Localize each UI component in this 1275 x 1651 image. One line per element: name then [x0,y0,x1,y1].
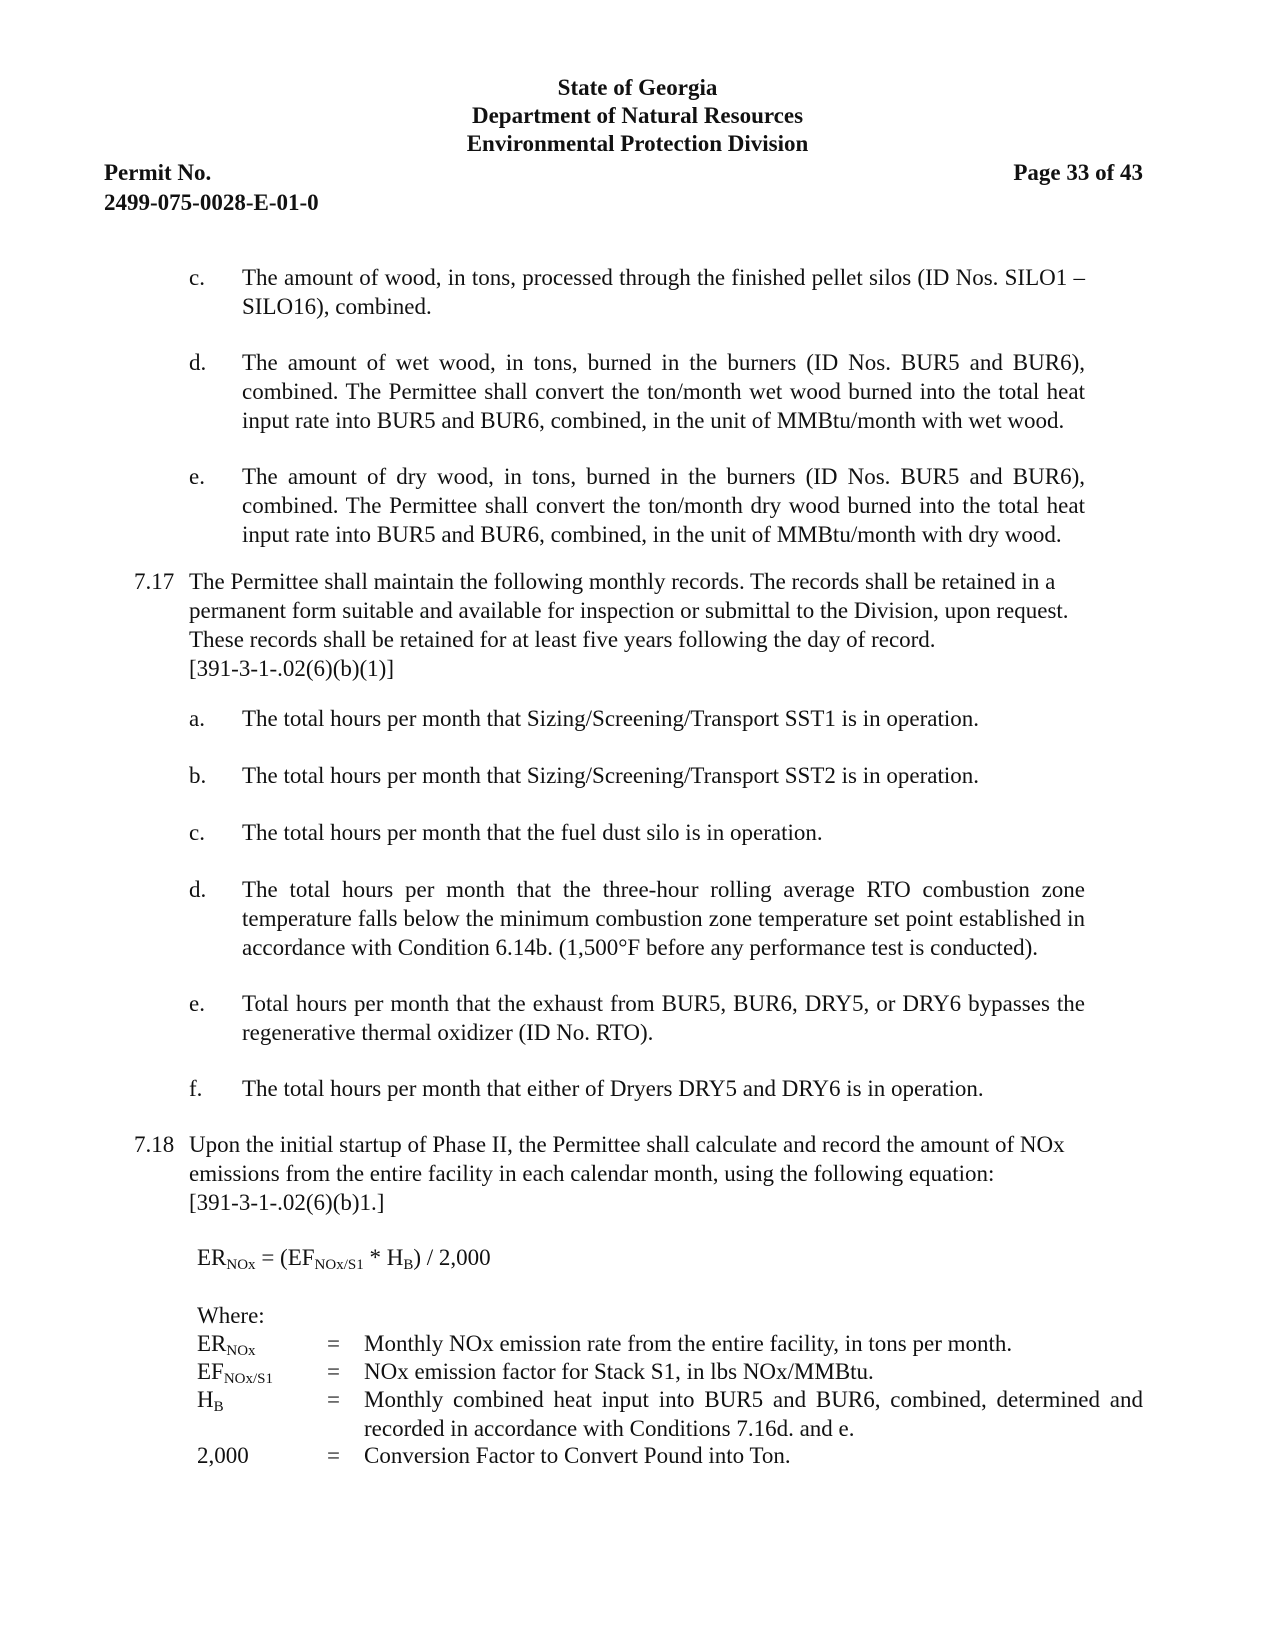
definition-equals: = [327,1387,340,1412]
definition-text: Monthly NOx emission rate from the entire facility, in tons per month. [364,1331,1013,1356]
definition-symbol [197,1441,249,1474]
permit-block [104,158,319,218]
item-text: The amount of wood, in tons, processed through the finished pellet silos (ID Nos. SILO1 – SILO16), combined. [242,265,1085,319]
item-text: The total hours per month that the fuel dust silo is in operation. [242,820,823,845]
symbol-subscript: NOx/S1 [223,1371,274,1387]
item-label: f. [189,1076,203,1101]
item-text: The total hours per month that the three-hour rolling average RTO combustion zone temperature falls below the minimum combustion zone temperature set point established in accordance with Condition 6.14b. (1,500°F before any performance test is conducted). [242,877,1085,960]
eq-h-subscript: B [403,1257,414,1273]
condition-line: These records shall be retained for at least five years following the day of record. [189,627,936,652]
condition-line: emissions from the entire facility in each calendar month, using the following equation: [189,1161,995,1186]
condition-text [189,1130,1089,1217]
item-label: d. [189,350,207,375]
regulation-citation: [391-3-1-.02(6)(b)(1)] [189,656,395,681]
symbol-base: 2,000 [197,1443,249,1468]
item-text: The total hours per month that Sizing/Screening/Transport SST1 is in operation. [242,706,979,731]
nox-equation [197,1243,491,1276]
condition-line: Upon the initial startup of Phase II, the Permittee shall calculate and record the amount of NOx [189,1132,1065,1157]
eq-part: = (EF [255,1245,315,1270]
item-text: The total hours per month that Sizing/Screening/Transport SST2 is in operation. [242,763,979,788]
item-text: The amount of wet wood, in tons, burned in the burners (ID Nos. BUR5 and BUR6), combined. The Permittee shall convert the ton/month wet wood burned into the total heat input rate into BUR5 and BUR6, combined, in the unit of MMBtu/month with wet wood. [242,350,1085,433]
symbol-base: ER [197,1331,227,1356]
item-text: The total hours per month that either of Dryers DRY5 and DRY6 is in operation. [242,1076,984,1101]
definition-text: Monthly combined heat input into BUR5 and BUR6, combined, determined and recorded in accordance with Conditions 7.16d. and e. [364,1387,1143,1441]
eq-part: ) / 2,000 [413,1245,491,1270]
header-division: Environmental Protection Division [466,131,809,156]
eq-er: ER [197,1245,227,1270]
definition-text: NOx emission factor for Stack S1, in lbs NOx/MMBtu. [364,1359,874,1384]
eq-er-subscript: NOx [226,1257,256,1273]
eq-ef-subscript: NOx/S1 [314,1257,364,1273]
symbol-subscript: NOx [226,1343,256,1359]
definition-text: Conversion Factor to Convert Pound into Ton. [364,1443,791,1468]
permit-number: 2499-075-0028-E-01-0 [104,190,319,215]
condition-number: 7.17 [134,569,175,594]
symbol-base: H [197,1387,214,1412]
eq-part: * H [363,1245,404,1270]
item-label: e. [189,464,205,489]
definition-equals: = [327,1359,340,1384]
symbol-subscript: B [213,1399,224,1415]
item-label: c. [189,265,205,290]
agency-header [0,74,1275,158]
condition-line: permanent form suitable and available for inspection or submittal to the Division, upon request. [189,598,1069,623]
permit-label: Permit No. [104,160,212,185]
item-label: b. [189,763,207,788]
item-label: e. [189,991,205,1016]
symbol-base: EF [197,1359,224,1384]
header-department: Department of Natural Resources [471,103,804,128]
item-label: a. [189,706,205,731]
condition-number: 7.18 [134,1132,175,1157]
definition-symbol [197,1385,224,1418]
where-label: Where: [197,1303,265,1328]
definition-equals: = [327,1443,340,1468]
item-text: Total hours per month that the exhaust from BUR5, BUR6, DRY5, or DRY6 bypasses the regenerative thermal oxidizer (ID No. RTO). [242,991,1085,1045]
page-number: Page 33 of 43 [1013,160,1143,185]
item-text: The amount of dry wood, in tons, burned in the burners (ID Nos. BUR5 and BUR6), combined. The Permittee shall convert the ton/month dry wood burned into the total heat input rate into BUR5 and BUR6, combined, in the unit of MMBtu/month with dry wood. [242,464,1085,547]
condition-line: The Permittee shall maintain the following monthly records. The records shall be retained in a [189,569,1056,594]
item-label: c. [189,820,205,845]
item-label: d. [189,877,207,902]
condition-text [189,567,1089,683]
definition-equals: = [327,1331,340,1356]
regulation-citation: [391-3-1-.02(6)(b)1.] [189,1190,385,1215]
header-state: State of Georgia [557,75,718,100]
